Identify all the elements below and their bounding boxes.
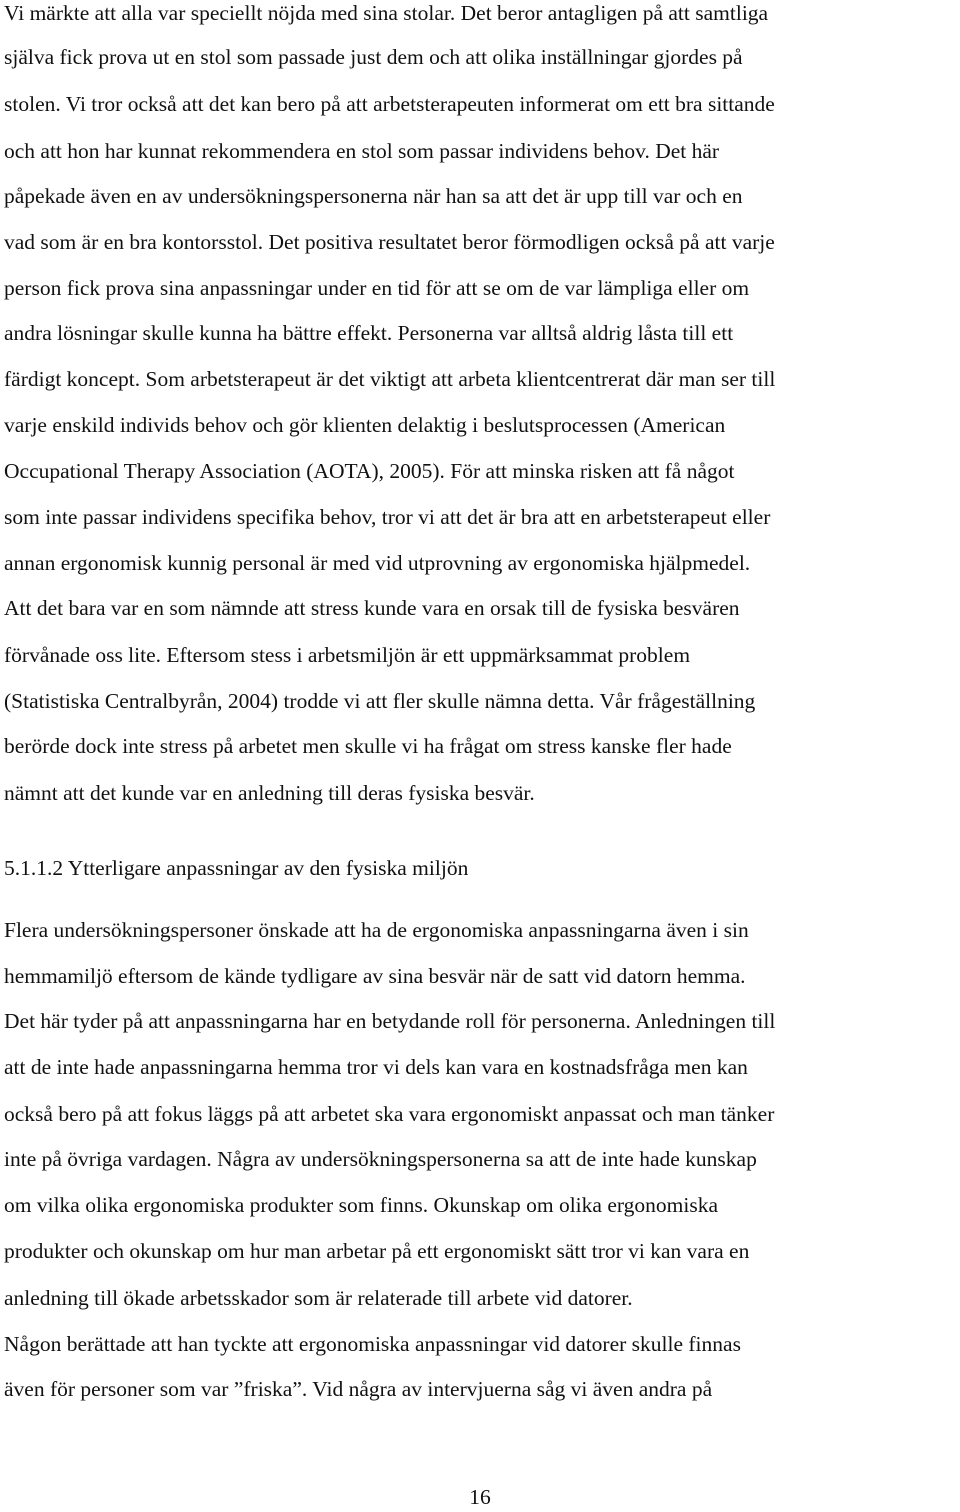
text-line: inte på övriga vardagen. Några av undersökningspersonerna sa att de inte hade kunskap (4, 1147, 757, 1171)
text-line: produkter och okunskap om hur man arbetar på ett ergonomiskt sätt tror vi kan vara en (4, 1239, 750, 1263)
text-line: Occupational Therapy Association (AOTA), 2005). För att minska risken att få något (4, 459, 735, 483)
text-line: Flera undersökningspersoner önskade att ha de ergonomiska anpassningarna även i sin (4, 918, 749, 942)
text-line: person fick prova sina anpassningar under en tid för att se om de var lämpliga eller om (4, 276, 750, 300)
text-line: (Statistiska Centralbyrån, 2004) trodde vi att fler skulle nämna detta. Vår frågeställning (4, 689, 756, 713)
text-line: och att hon har kunnat rekommendera en stol som passar individens behov. Det här (4, 139, 720, 163)
text-line: också bero på att fokus läggs på att arbetet ska vara ergonomiskt anpassat och man tänker (4, 1102, 775, 1126)
text-line: färdigt koncept. Som arbetsterapeut är det viktigt att arbeta klientcentrerat där man ser till (4, 367, 776, 391)
text-line: Någon berättade att han tyckte att ergonomiska anpassningar vid datorer skulle finnas (4, 1332, 741, 1356)
text-line: stolen. Vi tror också att det kan bero på att arbetsterapeuten informerat om ett bra sittande (4, 92, 775, 116)
text-line: Vi märkte att alla var speciellt nöjda med sina stolar. Det beror antagligen på att samtliga (4, 1, 769, 25)
text-line: annan ergonomisk kunnig personal är med vid utprovning av ergonomiska hjälpmedel. (4, 551, 751, 575)
text-line: vad som är en bra kontorsstol. Det positiva resultatet beror förmodligen också på att varje (4, 230, 775, 254)
text-line: hemmamiljö eftersom de kände tydligare av sina besvär när de satt vid datorn hemma. (4, 964, 746, 988)
text-line: även för personer som var ”friska”. Vid några av intervjuerna såg vi även andra på (4, 1377, 713, 1401)
text-line: berörde dock inte stress på arbetet men skulle vi ha frågat om stress kanske fler hade (4, 734, 732, 758)
text-line: andra lösningar skulle kunna ha bättre effekt. Personerna var alltså aldrig låsta till ett (4, 321, 734, 345)
text-line: nämnt att det kunde var en anledning till deras fysiska besvär. (4, 781, 535, 805)
text-line: att de inte hade anpassningarna hemma tror vi dels kan vara en kostnadsfråga men kan (4, 1055, 748, 1079)
text-line: anledning till ökade arbetsskador som är relaterade till arbete vid datorer. (4, 1286, 633, 1310)
text-line: Att det bara var en som nämnde att stress kunde vara en orsak till de fysiska besvären (4, 596, 740, 620)
text-line: själva fick prova ut en stol som passade just dem och att olika inställningar gjordes på (4, 45, 743, 69)
text-line: påpekade även en av undersökningspersonerna när han sa att det är upp till var och en (4, 184, 743, 208)
section-heading: 5.1.1.2 Ytterligare anpassningar av den fysiska miljön (4, 856, 469, 880)
text-line: som inte passar individens specifika behov, tror vi att det är bra att en arbetsterapeut eller (4, 505, 771, 529)
text-line: om vilka olika ergonomiska produkter som finns. Okunskap om olika ergonomiska (4, 1193, 718, 1217)
text-line: förvånade oss lite. Eftersom stess i arbetsmiljön är ett uppmärksammat problem (4, 643, 691, 667)
text-line: Det här tyder på att anpassningarna har en betydande roll för personerna. Anledningen till (4, 1009, 776, 1033)
page-number: 16 (469, 1485, 491, 1509)
text-line: varje enskild individs behov och gör klienten delaktig i beslutsprocessen (American (4, 413, 726, 437)
